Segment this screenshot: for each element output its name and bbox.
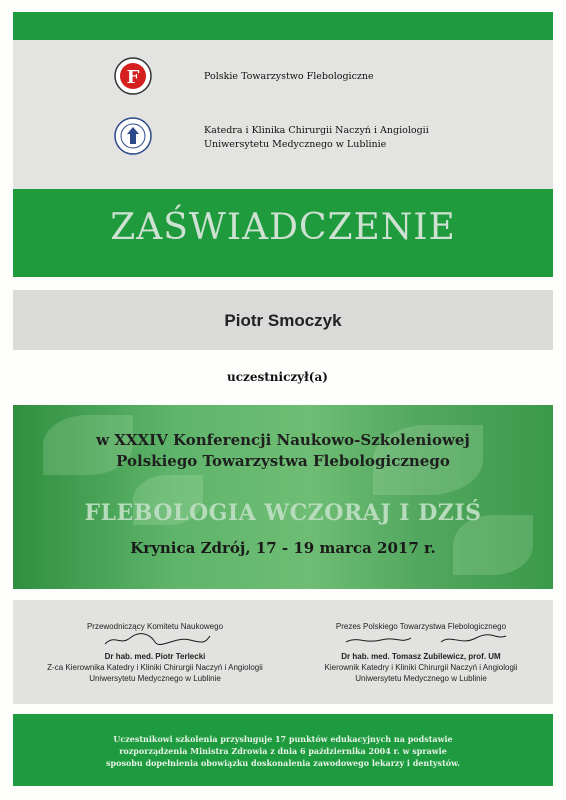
conference-place-date: Krynica Zdrój, 17 - 19 marca 2017 r. xyxy=(130,539,436,557)
footer-line-2: rozporządzenia Ministra Zdrowia z dnia 6 października 2004 r. w sprawie xyxy=(119,746,447,756)
org-name-2-line2: Uniwersytetu Medycznego w Lublinie xyxy=(204,139,387,150)
org-name-2 xyxy=(204,124,429,152)
org-name-2-line1: Katedra i Klinika Chirurgii Naczyń i Angiologii xyxy=(204,125,429,136)
footer-line-3: sposobu dopełnienia obowiązku doskonalenia zawodowego lekarzy i dentystów. xyxy=(106,758,460,768)
signature-left-mark xyxy=(95,632,215,648)
org-name-1: Polskie Towarzystwo Flebologiczne xyxy=(204,71,374,82)
certificate-title: ZAŚWIADCZENIE xyxy=(110,207,456,248)
svg-text:F: F xyxy=(126,67,140,88)
signature-right xyxy=(296,621,546,684)
signature-left-name: Dr hab. med. Piotr Terlecki xyxy=(104,652,206,661)
signature-right-role: Prezes Polskiego Towarzystwa Flebologicznego xyxy=(335,622,507,631)
signature-right-title2: Uniwersytetu Medycznego w Lublinie xyxy=(355,674,487,683)
recipient-name: Piotr Smoczyk xyxy=(224,311,342,330)
signature-right-mark xyxy=(331,632,511,648)
footer-line-1: Uczestnikowi szkolenia przysługuje 17 punktów edukacyjnych na podstawie xyxy=(113,734,453,744)
signature-right-name: Dr hab. med. Tomasz Zubilewicz, prof. UM xyxy=(341,652,501,661)
university-logo xyxy=(113,116,153,156)
signature-left-title1: Z-ca Kierownika Katedry i Kliniki Chirurgii Naczyń i Angiologii xyxy=(47,663,263,672)
ptf-logo xyxy=(113,56,153,96)
signature-left-role: Przewodniczący Komitetu Naukowego xyxy=(86,622,224,631)
top-green-bar xyxy=(13,12,553,40)
signature-left xyxy=(30,621,280,684)
conference-line-1: w XXXIV Konferencji Naukowo-Szkoleniowej xyxy=(96,431,470,449)
participated-text: uczestniczył(a) xyxy=(227,370,328,384)
signature-left-title2: Uniwersytetu Medycznego w Lublinie xyxy=(89,674,221,683)
conference-motto: FLEBOLOGIA WCZORAJ I DZIŚ xyxy=(84,500,482,526)
signature-right-title1: Kierownik Katedry i Kliniki Chirurgii Naczyń i Angiologii xyxy=(324,663,518,672)
header-band xyxy=(13,40,553,189)
conference-line-2: Polskiego Towarzystwa Flebologicznego xyxy=(116,452,450,470)
